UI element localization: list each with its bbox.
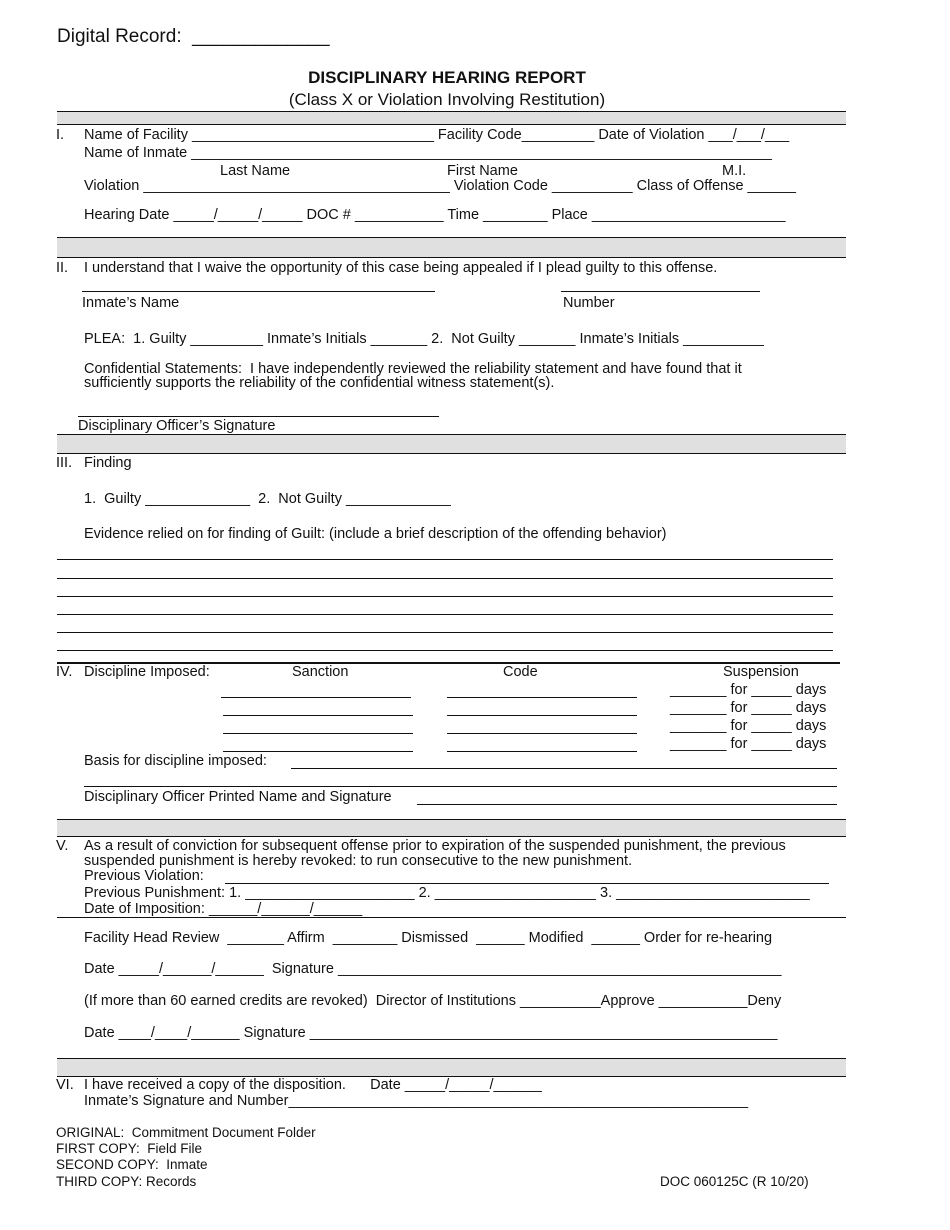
waiver-statement: I understand that I waive the opportunity of this case being appealed if I plead guilty to this offense. (84, 260, 718, 276)
previous-violation-label: Previous Violation: (84, 868, 204, 884)
section-number-2: II. (56, 260, 69, 276)
evidence-line[interactable] (57, 596, 833, 597)
date-signature-line-1[interactable]: Date _____/______/______ Signature _______________________________________________________ (84, 961, 782, 977)
evidence-line[interactable] (57, 578, 833, 579)
code-line[interactable] (447, 697, 637, 698)
confidential-statement-1: Confidential Statements: I have independently reviewed the reliability statement and have found that it (84, 361, 742, 377)
section-number-1: I. (56, 127, 65, 143)
code-line[interactable] (447, 733, 637, 734)
copy-third: THIRD COPY: Records (56, 1174, 197, 1189)
section-number-5: V. (56, 838, 69, 854)
sanction-header: Sanction (292, 664, 349, 680)
facility-head-review[interactable]: Facility Head Review _______ Affirm ________ Dismissed ______ Modified ______ Order for re-hearing (84, 930, 773, 946)
section-divider-5 (57, 1058, 846, 1077)
revocation-text-2: suspended punishment is hereby revoked: to run consecutive to the new punishment. (84, 853, 633, 869)
officer-signature-line[interactable] (78, 416, 439, 417)
finding-label: Finding (84, 455, 132, 471)
section-number-3: III. (56, 455, 73, 471)
section-divider-3 (57, 434, 846, 454)
guilty-line[interactable]: 1. Guilty _____________ 2. Not Guilty _____________ (84, 491, 451, 507)
inmate-signature-line[interactable]: Inmate’s Signature and Number_________________________________________________________ (84, 1093, 749, 1109)
facility-line[interactable]: Name of Facility ______________________________ Facility Code_________ Date of Violation ___/___/___ (84, 127, 790, 143)
officer-printed-line[interactable] (417, 804, 837, 805)
revocation-text-1: As a result of conviction for subsequent offense prior to expiration of the suspended punishment, the previous (84, 838, 786, 854)
basis-line[interactable] (291, 768, 837, 769)
inmate-name-line[interactable]: Name of Inmate ________________________________________________________________________ (84, 145, 772, 161)
section-number-4: IV. (56, 664, 73, 680)
sanction-line[interactable] (223, 751, 413, 752)
page-title: DISCIPLINARY HEARING REPORT (308, 68, 586, 87)
evidence-line[interactable] (57, 614, 833, 615)
evidence-line[interactable] (57, 559, 833, 560)
officer-signature-label: Disciplinary Officer’s Signature (78, 418, 276, 434)
suspension-header: Suspension (723, 664, 799, 680)
page-subtitle: (Class X or Violation Involving Restitution) (288, 90, 606, 109)
disposition-received-line[interactable]: I have received a copy of the disposition. Date _____/_____/______ (84, 1077, 542, 1093)
form-code: DOC 060125C (R 10/20) (660, 1174, 809, 1189)
mi-label: M.I. (722, 163, 747, 179)
basis-line-2[interactable] (84, 786, 837, 787)
plea-line[interactable]: PLEA: 1. Guilty _________ Inmate’s Initials _______ 2. Not Guilty _______ Inmate’s Initials __________ (84, 331, 764, 347)
confidential-statement-2: sufficiently supports the reliability of the confidential witness statement(s). (84, 375, 555, 391)
discipline-imposed-label: Discipline Imposed: (84, 664, 210, 680)
inmate-name-label: Inmate’s Name (82, 295, 180, 311)
suspension-row[interactable]: _______ for _____ days (670, 736, 827, 752)
inmate-name-signature-line[interactable] (82, 291, 435, 292)
suspension-row[interactable]: _______ for _____ days (670, 700, 827, 716)
date-of-imposition-line[interactable]: Date of Imposition: ______/______/______ (84, 901, 363, 917)
section-number-6: VI. (56, 1077, 74, 1093)
section-divider-4 (57, 819, 846, 837)
previous-punishment-line[interactable]: Previous Punishment: 1. _____________________ 2. ____________________ 3. ________________________ (84, 885, 810, 901)
code-line[interactable] (447, 715, 637, 716)
officer-printed-label: Disciplinary Officer Printed Name and Signature (84, 789, 392, 805)
code-line[interactable] (447, 751, 637, 752)
previous-violation-line[interactable] (225, 883, 829, 884)
digital-record-field[interactable]: Digital Record: _____________ (57, 26, 330, 47)
copy-first: FIRST COPY: Field File (56, 1141, 203, 1156)
evidence-label: Evidence relied on for finding of Guilt: (include a brief description of the offending behavior) (84, 526, 667, 542)
copy-original: ORIGINAL: Commitment Document Folder (56, 1125, 316, 1140)
evidence-line[interactable] (57, 650, 833, 651)
section-divider-2 (57, 237, 846, 258)
section-rule (57, 917, 846, 918)
sanction-line[interactable] (223, 733, 413, 734)
copy-second: SECOND COPY: Inmate (56, 1157, 208, 1172)
director-approval-line[interactable]: (If more than 60 earned credits are revoked) Director of Institutions __________Approve ___________Deny (84, 993, 782, 1009)
sanction-line[interactable] (221, 697, 411, 698)
number-label: Number (563, 295, 615, 311)
date-signature-line-2[interactable]: Date ____/____/______ Signature __________________________________________________________ (84, 1025, 778, 1041)
basis-label: Basis for discipline imposed: (84, 753, 267, 769)
code-header: Code (503, 664, 538, 680)
inmate-number-line[interactable] (561, 291, 760, 292)
suspension-row[interactable]: _______ for _____ days (670, 718, 827, 734)
violation-line[interactable]: Violation ______________________________________ Violation Code __________ Class of Offense ______ (84, 178, 796, 194)
sanction-line[interactable] (223, 715, 413, 716)
first-name-label: First Name (447, 163, 518, 179)
last-name-label: Last Name (220, 163, 291, 179)
evidence-line[interactable] (57, 632, 833, 633)
hearing-date-line[interactable]: Hearing Date _____/_____/_____ DOC # ___________ Time ________ Place ________________________ (84, 207, 786, 223)
section-divider-1 (57, 111, 846, 125)
suspension-row[interactable]: _______ for _____ days (670, 682, 827, 698)
